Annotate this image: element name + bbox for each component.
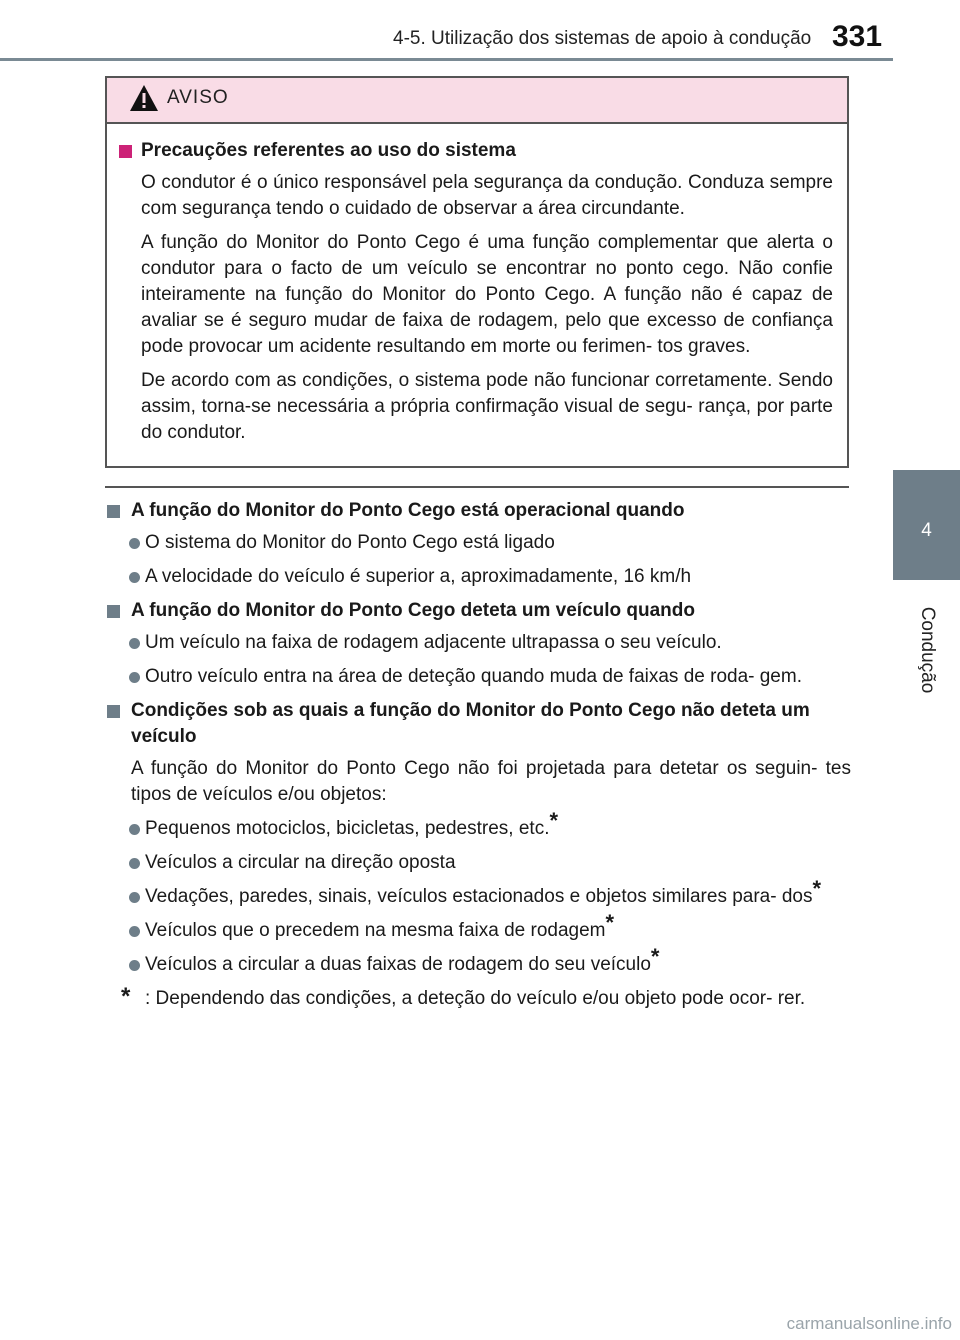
square-bullet-icon xyxy=(107,605,120,618)
section-divider xyxy=(105,486,849,488)
section-heading-text: A função do Monitor do Ponto Cego está operacional quando xyxy=(131,500,685,521)
list-item xyxy=(107,630,851,656)
list-item xyxy=(107,910,851,944)
circle-bullet-icon xyxy=(129,672,140,683)
warning-heading-text: Precauções referentes ao uso do sistema xyxy=(141,140,516,161)
footnote-asterisk: * xyxy=(121,983,131,1010)
list-item-text: Outro veículo entra na área de deteção quando muda de faixas de roda- gem. xyxy=(145,666,802,687)
warning-paragraph: A função do Monitor do Ponto Cego é uma função complementar que alerta o condutor para o facto de um veículo se encontrar no ponto cego. Não confie inteiramente na função do Monitor do Ponto Cego. A função não é capaz de avaliar se é seguro mudar de faixa de rodagem, pelo que excesso de confiança pode provocar um acidente resultando em morte ou ferimen- tos graves. xyxy=(141,232,833,357)
footnote xyxy=(107,983,851,1012)
asterisk-mark: * xyxy=(812,876,822,901)
list-item-text: Vedações, paredes, sinais, veículos estacionados e objetos similares para- dos xyxy=(145,886,813,907)
list-item xyxy=(107,808,851,842)
circle-bullet-icon xyxy=(129,572,140,583)
list-item-text: Pequenos motociclos, bicicletas, pedestres, etc. xyxy=(145,818,550,839)
chapter-number: 4 xyxy=(921,520,932,541)
circle-bullet-icon xyxy=(129,824,140,835)
section-heading-text: A função do Monitor do Ponto Cego deteta um veículo quando xyxy=(131,600,695,621)
section-heading-text: Condições sob as quais a função do Monitor do Ponto Cego não deteta um veículo xyxy=(131,700,810,747)
warning-box xyxy=(105,76,849,468)
section-title: 4-5. Utilização dos sistemas de apoio à condução xyxy=(393,28,812,49)
chapter-tab[interactable] xyxy=(893,470,960,580)
circle-bullet-icon xyxy=(129,858,140,869)
circle-bullet-icon xyxy=(129,638,140,649)
list-item xyxy=(107,876,851,910)
list-item xyxy=(107,664,851,690)
warning-paragraph: De acordo com as condições, o sistema pode não funcionar corretamente. Sendo assim, torna-se necessária a própria confirmação visual de segu- rança, por parte do condutor. xyxy=(141,370,833,443)
main-content xyxy=(107,498,851,1012)
list-item xyxy=(107,564,851,590)
list-item xyxy=(107,530,851,556)
circle-bullet-icon xyxy=(129,926,140,937)
warning-heading xyxy=(119,138,833,164)
warning-header xyxy=(107,78,847,124)
warning-triangle-icon xyxy=(129,84,159,112)
watermark: carmanualsonline.info xyxy=(786,1314,952,1333)
section-intro: A função do Monitor do Ponto Cego não foi projetada para detetar os seguin- tes tipos de veículos e/ou objetos: xyxy=(131,758,851,805)
circle-bullet-icon xyxy=(129,892,140,903)
warning-paragraph: O condutor é o único responsável pela segurança da condução. Conduza sempre com segurança tendo o cuidado de observar a área circundante. xyxy=(141,172,833,219)
list-item-text: Veículos que o precedem na mesma faixa de rodagem xyxy=(145,920,606,941)
section-heading xyxy=(107,698,851,750)
chapter-label xyxy=(893,590,960,710)
footnote-text: : Dependendo das condições, a deteção do veículo e/ou objeto pode ocor- rer. xyxy=(145,988,806,1009)
circle-bullet-icon xyxy=(129,960,140,971)
list-item-text: Veículos a circular na direção oposta xyxy=(145,852,456,873)
asterisk-mark: * xyxy=(549,808,559,833)
chapter-label-text: Condução xyxy=(916,606,938,694)
list-item xyxy=(107,944,851,978)
list-item xyxy=(107,850,851,876)
section-heading xyxy=(107,498,851,524)
list-item-text: Veículos a circular a duas faixas de rodagem do seu veículo xyxy=(145,954,651,975)
asterisk-mark: * xyxy=(650,944,660,969)
warning-body xyxy=(107,124,847,446)
page-number: 331 xyxy=(832,20,883,53)
list-item-text: A velocidade do veículo é superior a, aproximadamente, 16 km/h xyxy=(145,566,692,587)
section-heading xyxy=(107,598,851,624)
square-bullet-icon xyxy=(107,505,120,518)
circle-bullet-icon xyxy=(129,538,140,549)
header-rule xyxy=(0,58,893,61)
list-item-text: O sistema do Monitor do Ponto Cego está ligado xyxy=(145,532,555,553)
warning-title: AVISO xyxy=(167,87,229,108)
list-item-text: Um veículo na faixa de rodagem adjacente ultrapassa o seu veículo. xyxy=(145,632,722,653)
square-bullet-icon xyxy=(119,145,132,158)
square-bullet-icon xyxy=(107,705,120,718)
asterisk-mark: * xyxy=(605,910,615,935)
